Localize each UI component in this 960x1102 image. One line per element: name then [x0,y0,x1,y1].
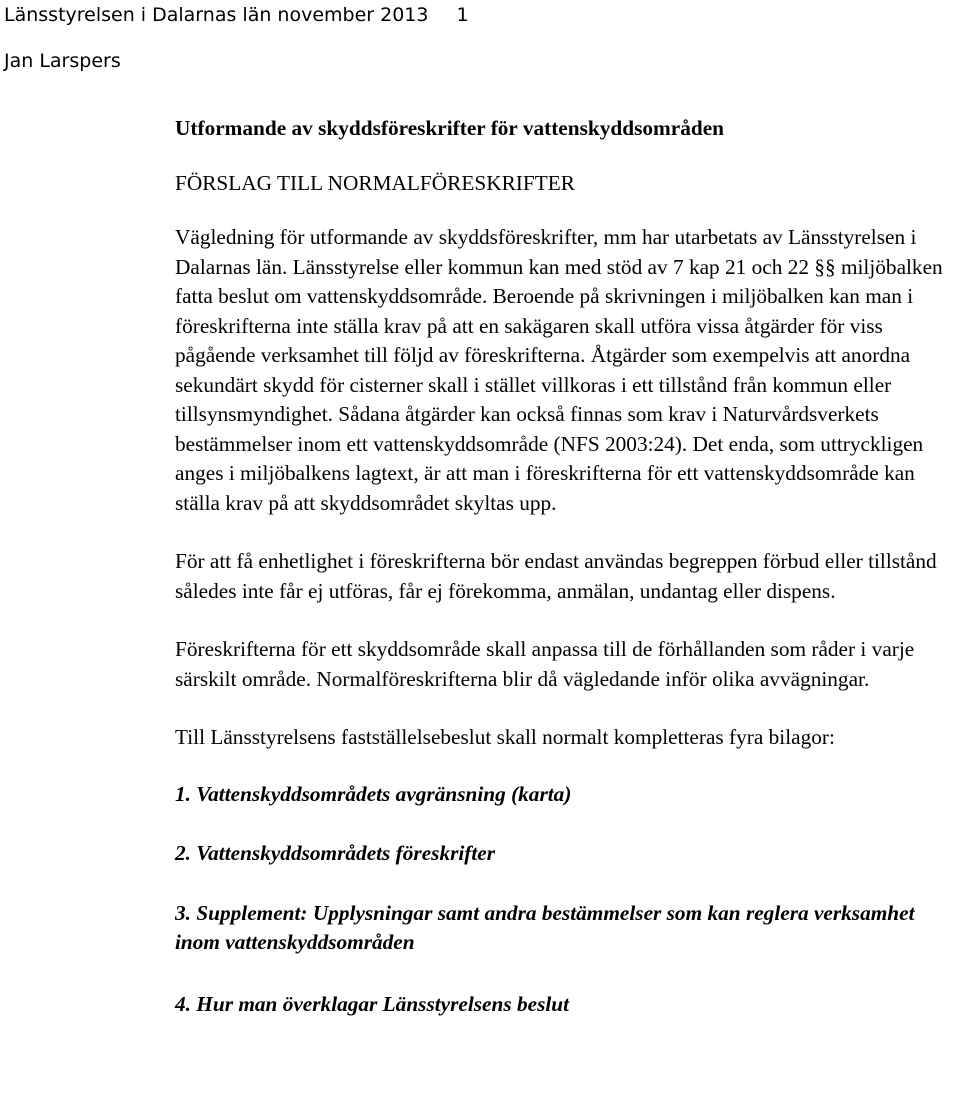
attachment-list [175,780,960,1020]
document-subtitle: FÖRSLAG TILL NORMALFÖRESKRIFTER [175,170,575,195]
paragraph-uniformity: För att få enhetlighet i föreskrifterna bör endast användas begreppen förbud eller tillstånd således inte får ej utföras, får ej förekomma, anmälan, undantag eller dispens. [175,549,937,603]
author-name: Jan Larspers [4,50,121,72]
attachment-item: 4. Hur man överklagar Länsstyrelsens beslut [175,991,570,1016]
document-body [175,114,960,1049]
page-header [4,0,469,76]
attachment-item: 3. Supplement: Upplysningar samt andra bestämmelser som kan reglera verksamhet inom vattenskyddsområden [175,900,915,954]
attachment-item: 2. Vattenskyddsområdets föreskrifter [175,841,496,865]
running-header [4,0,469,30]
paragraph-guidance: Vägledning för utformande av skyddsföreskrifter, mm har utarbetats av Länsstyrelsen i Dalarnas län. Länsstyrelse eller kommun kan med stöd av 7 kap 21 och 22 §§ miljöbalken fatta beslut om vattenskyddsområde. Beroende på skrivningen i miljöbalken kan man i föreskrifterna inte ställa krav på att en sakägaren skall utföra vissa åtgärder för viss pågående verksamhet till följd av föreskrifterna. Åtgärder som exempelvis att anordna sekundärt skydd för cisterner skall i stället villkoras i ett tillstånd från kommun eller tillsynsmyndighet. Sådana åtgärder kan också finnas som krav i Naturvårdsverkets bestämmelser inom ett vattenskyddsområde (NFS 2003:24). Det enda, som uttryckligen anges i miljöbalkens lagtext, är att man i föreskrifterna för ett vattenskyddsområde kan ställa krav på att skyddsområdet skyltas upp. [175,225,943,515]
paragraph-adaptation: Föreskrifterna för ett skyddsområde skall anpassa till de förhållanden som råder i varje särskilt område. Normalföreskrifterna blir då vägledande inför olika avvägningar. [175,637,915,691]
attachment-item: 1. Vattenskyddsområdets avgränsning (karta) [175,781,572,806]
page-number: 1 [456,4,469,26]
paragraph-attachments-intro: Till Länsstyrelsens fastställelsebeslut skall normalt kompletteras fyra bilagor: [175,725,835,749]
document-title: Utformande av skyddsföreskrifter för vattenskyddsområden [175,116,724,140]
running-title: Länsstyrelsen i Dalarnas län november 2013 [4,4,429,26]
